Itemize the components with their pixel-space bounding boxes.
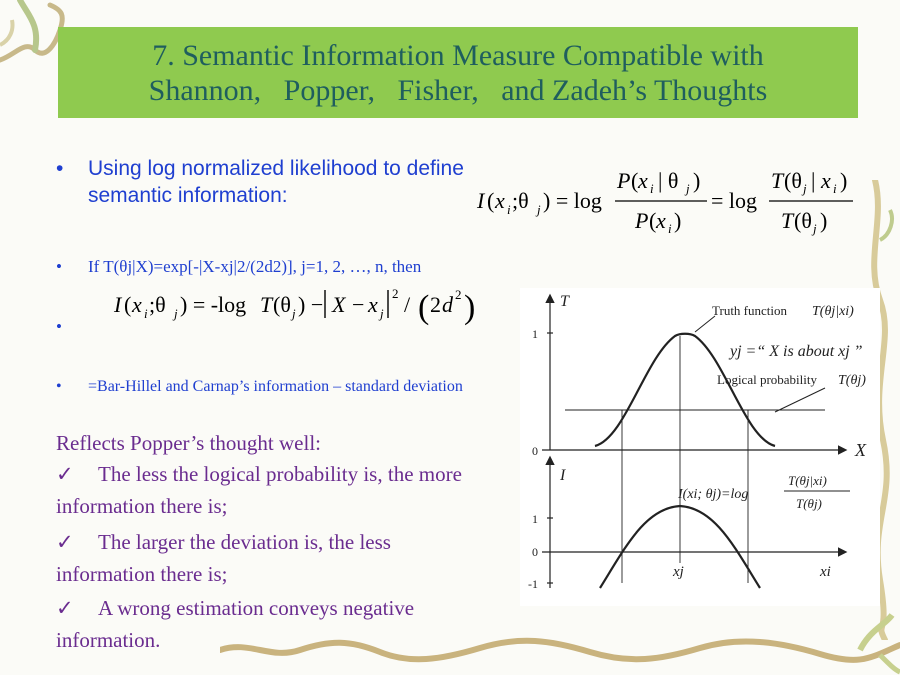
svg-text:(: ( bbox=[418, 289, 430, 326]
svg-text:2: 2 bbox=[392, 286, 399, 301]
xj-tick-label: xj bbox=[673, 564, 684, 580]
svg-text:) = log: ) = log bbox=[543, 188, 602, 213]
title-line-1: 7. Semantic Information Measure Compatible with bbox=[152, 38, 764, 72]
tick-0: 0 bbox=[532, 444, 538, 458]
svg-text:): ) bbox=[820, 208, 828, 233]
svg-text:;θ: ;θ bbox=[149, 292, 166, 317]
bullet-dot: • bbox=[56, 317, 62, 336]
svg-text:j: j bbox=[380, 306, 384, 321]
svg-text:= log: = log bbox=[711, 188, 758, 213]
svg-text:T(θj|xi): T(θj|xi) bbox=[788, 473, 827, 488]
check-icon: ✓ bbox=[56, 530, 74, 554]
svg-text:x: x bbox=[132, 292, 142, 317]
bullet-dot: • bbox=[56, 378, 62, 395]
top-y-axis-label: T bbox=[560, 293, 569, 310]
svg-text:I: I bbox=[477, 188, 485, 213]
svg-text:T: T bbox=[771, 168, 784, 193]
svg-text:T(θj): T(θj) bbox=[796, 496, 822, 511]
svg-text:) = -log: ) = -log bbox=[180, 292, 247, 317]
svg-text:j: j bbox=[292, 306, 296, 321]
svg-text:/: / bbox=[404, 292, 411, 317]
svg-text:i: i bbox=[144, 306, 148, 321]
gaussian-information-formula bbox=[112, 282, 482, 328]
svg-text:): ) bbox=[674, 208, 682, 233]
svg-text:(θ: (θ bbox=[273, 292, 291, 317]
svg-text:x: x bbox=[368, 292, 378, 317]
check-icon: ✓ bbox=[56, 596, 74, 620]
check-item-2 bbox=[56, 526, 486, 590]
svg-text:(: ( bbox=[649, 208, 657, 233]
svg-text:j: j bbox=[813, 221, 817, 236]
check-icon: ✓ bbox=[56, 462, 74, 486]
svg-text:j: j bbox=[686, 181, 690, 196]
svg-text:j: j bbox=[537, 202, 541, 217]
xi-axis-label: xi bbox=[820, 564, 831, 580]
svg-text:j: j bbox=[174, 306, 178, 321]
bottom-tick-minus-1: -1 bbox=[528, 577, 538, 591]
bottom-tick-0: 0 bbox=[532, 545, 538, 559]
svg-text:x: x bbox=[656, 208, 666, 233]
svg-text:|: | bbox=[811, 168, 816, 193]
svg-text:i: i bbox=[833, 181, 837, 196]
bullet-empty bbox=[56, 317, 62, 337]
svg-text:x: x bbox=[638, 168, 648, 193]
svg-text:T: T bbox=[260, 292, 273, 317]
slide-title bbox=[149, 38, 768, 108]
reflects-heading: Reflects Popper’s thought well: bbox=[56, 431, 321, 455]
svg-text:) −: ) − bbox=[298, 292, 324, 317]
check-item-text: The larger the deviation is, the less information there is; bbox=[56, 530, 391, 586]
bullet-text: Using log normalized likelihood to define semantic information: bbox=[88, 157, 464, 207]
logical-probability-label: Logical probability bbox=[717, 372, 818, 387]
truth-function-label: Truth function bbox=[712, 303, 787, 318]
svg-text:i: i bbox=[668, 221, 672, 236]
svg-text:(: ( bbox=[487, 188, 495, 213]
yj-label: yj =“ X is about xj ” bbox=[730, 343, 863, 360]
svg-text:−: − bbox=[352, 292, 365, 317]
information-expr: I(xi; θj)=log bbox=[678, 487, 749, 502]
truth-function-diagram bbox=[520, 288, 880, 606]
bottom-tick-1: 1 bbox=[532, 512, 538, 526]
svg-text:(: ( bbox=[124, 292, 132, 317]
svg-text:): ) bbox=[693, 168, 701, 193]
svg-text:x: x bbox=[821, 168, 831, 193]
check-item-text: The less the logical probability is, the more information there is; bbox=[56, 462, 462, 518]
svg-text:(: ( bbox=[631, 168, 639, 193]
bullet-text: =Bar-Hillel and Carnap’s information – standard deviation bbox=[88, 378, 463, 395]
svg-text:): ) bbox=[840, 168, 848, 193]
check-item-1 bbox=[56, 458, 486, 522]
title-line-2: Shannon, Popper, Fisher, and Zadeh’s Thoughts bbox=[148, 73, 768, 107]
svg-text:T: T bbox=[781, 208, 794, 233]
svg-text:(θ: (θ bbox=[794, 208, 812, 233]
svg-text:2: 2 bbox=[430, 292, 441, 317]
svg-text:i: i bbox=[650, 181, 654, 196]
svg-text:d: d bbox=[442, 292, 453, 317]
svg-text:P: P bbox=[617, 168, 631, 193]
bullet-bar-hillel bbox=[56, 376, 486, 398]
bullet-dot: • bbox=[56, 157, 64, 180]
truth-function-expr: T(θj|xi) bbox=[812, 304, 854, 319]
logical-probability-expr: T(θj) bbox=[838, 373, 866, 388]
svg-text:X: X bbox=[332, 292, 346, 317]
svg-text:P: P bbox=[635, 208, 649, 233]
bottom-y-axis-label: I bbox=[560, 467, 566, 484]
bullet-log-likelihood bbox=[56, 155, 476, 209]
svg-text:;θ: ;θ bbox=[512, 188, 529, 213]
semantic-information-formula bbox=[475, 160, 875, 240]
svg-text:x: x bbox=[495, 188, 505, 213]
svg-text:): ) bbox=[464, 289, 476, 326]
information-fraction bbox=[784, 473, 850, 511]
title-banner bbox=[58, 27, 858, 118]
svg-text:j: j bbox=[803, 181, 807, 196]
svg-text:i: i bbox=[507, 202, 511, 217]
top-x-axis-label: X bbox=[855, 440, 866, 460]
bullet-dot: • bbox=[56, 257, 62, 276]
check-item-text: A wrong estimation conveys negative information. bbox=[56, 596, 415, 652]
check-item-3 bbox=[56, 592, 486, 656]
bullet-gaussian-truth bbox=[56, 255, 496, 279]
tick-1: 1 bbox=[532, 327, 538, 341]
bullet-text: If T(θj|X)=exp[-|X-xj|2/(2d2)], j=1, 2, …, n, then bbox=[88, 257, 422, 276]
svg-text:(θ: (θ bbox=[784, 168, 802, 193]
svg-text:2: 2 bbox=[455, 287, 462, 302]
svg-text:I: I bbox=[114, 292, 122, 317]
svg-text:| θ: | θ bbox=[658, 168, 679, 193]
